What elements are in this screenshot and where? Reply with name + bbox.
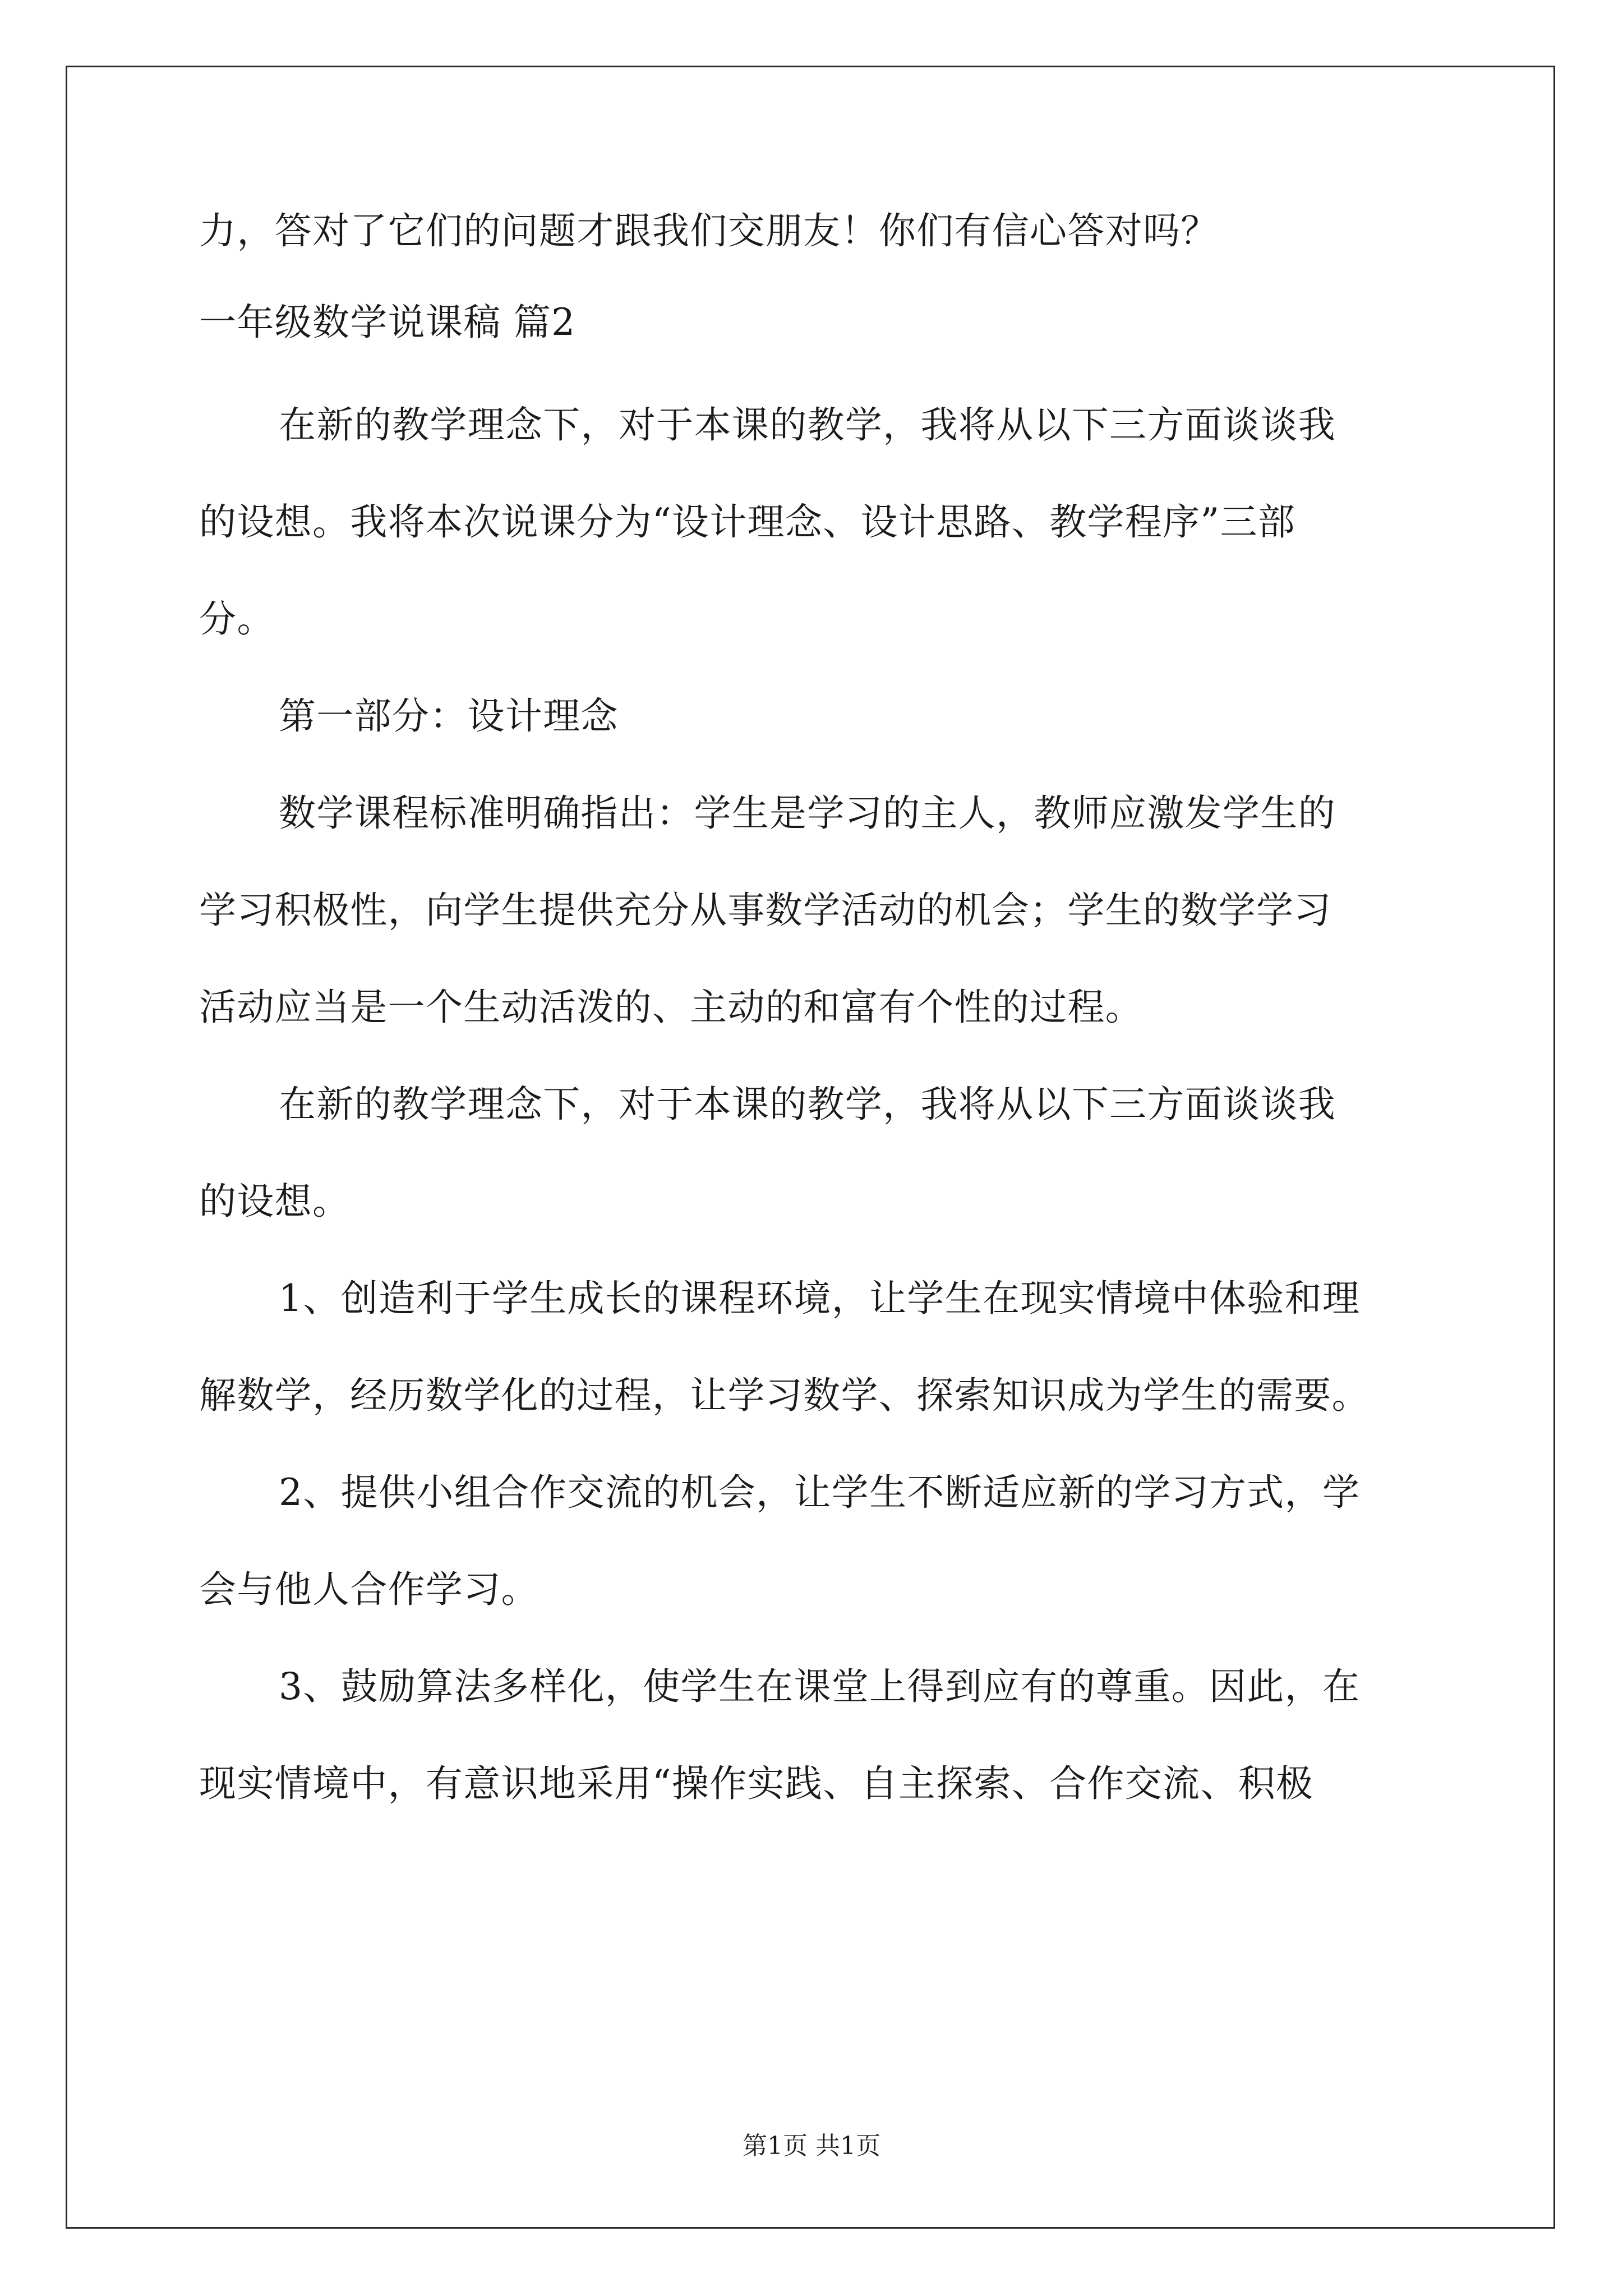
page-footer: 第1页 共1页: [743, 2132, 880, 2160]
paragraph-line: 2、提供小组合作交流的机会，让学生不断适应新的学习方式，学: [279, 1471, 1361, 1514]
subsection-heading: 第一部分：设计理念: [279, 694, 619, 738]
paragraph-line: 在新的教学理念下，对于本课的教学，我将从以下三方面谈谈我: [279, 403, 1336, 447]
paragraph-line: 3、鼓励算法多样化，使学生在课堂上得到应有的尊重。因此，在: [279, 1665, 1361, 1708]
section-heading: 一年级数学说课稿 篇2: [199, 301, 576, 344]
paragraph-line: 数学课程标准明确指出：学生是学习的主人，教师应激发学生的: [279, 792, 1336, 835]
paragraph-line: 学习积极性，向学生提供充分从事数学活动的机会；学生的数学学习: [199, 889, 1332, 932]
paragraph-line: 会与他人合作学习。: [199, 1568, 539, 1611]
paragraph-line: 的设想。: [199, 1180, 351, 1223]
paragraph-line: 活动应当是一个生动活泼的、主动的和富有个性的过程。: [199, 986, 1143, 1029]
paragraph-line: 1、创造利于学生成长的课程环境，让学生在现实情境中体验和理: [279, 1277, 1361, 1320]
paragraph-line: 分。: [199, 597, 275, 641]
paragraph-line: 在新的教学理念下，对于本课的教学，我将从以下三方面谈谈我: [279, 1083, 1336, 1126]
paragraph-line: 现实情境中，有意识地采用“操作实践、自主探索、合作交流、积极: [199, 1762, 1314, 1805]
paragraph-line: 解数学，经历数学化的过程，让学习数学、探索知识成为学生的需要。: [199, 1374, 1370, 1417]
paragraph-line: 的设想。我将本次说课分为“设计理念、设计思路、教学程序”三部: [199, 500, 1296, 544]
paragraph-line: 力，答对了它们的问题才跟我们交朋友！你们有信心答对吗？: [199, 209, 1219, 252]
